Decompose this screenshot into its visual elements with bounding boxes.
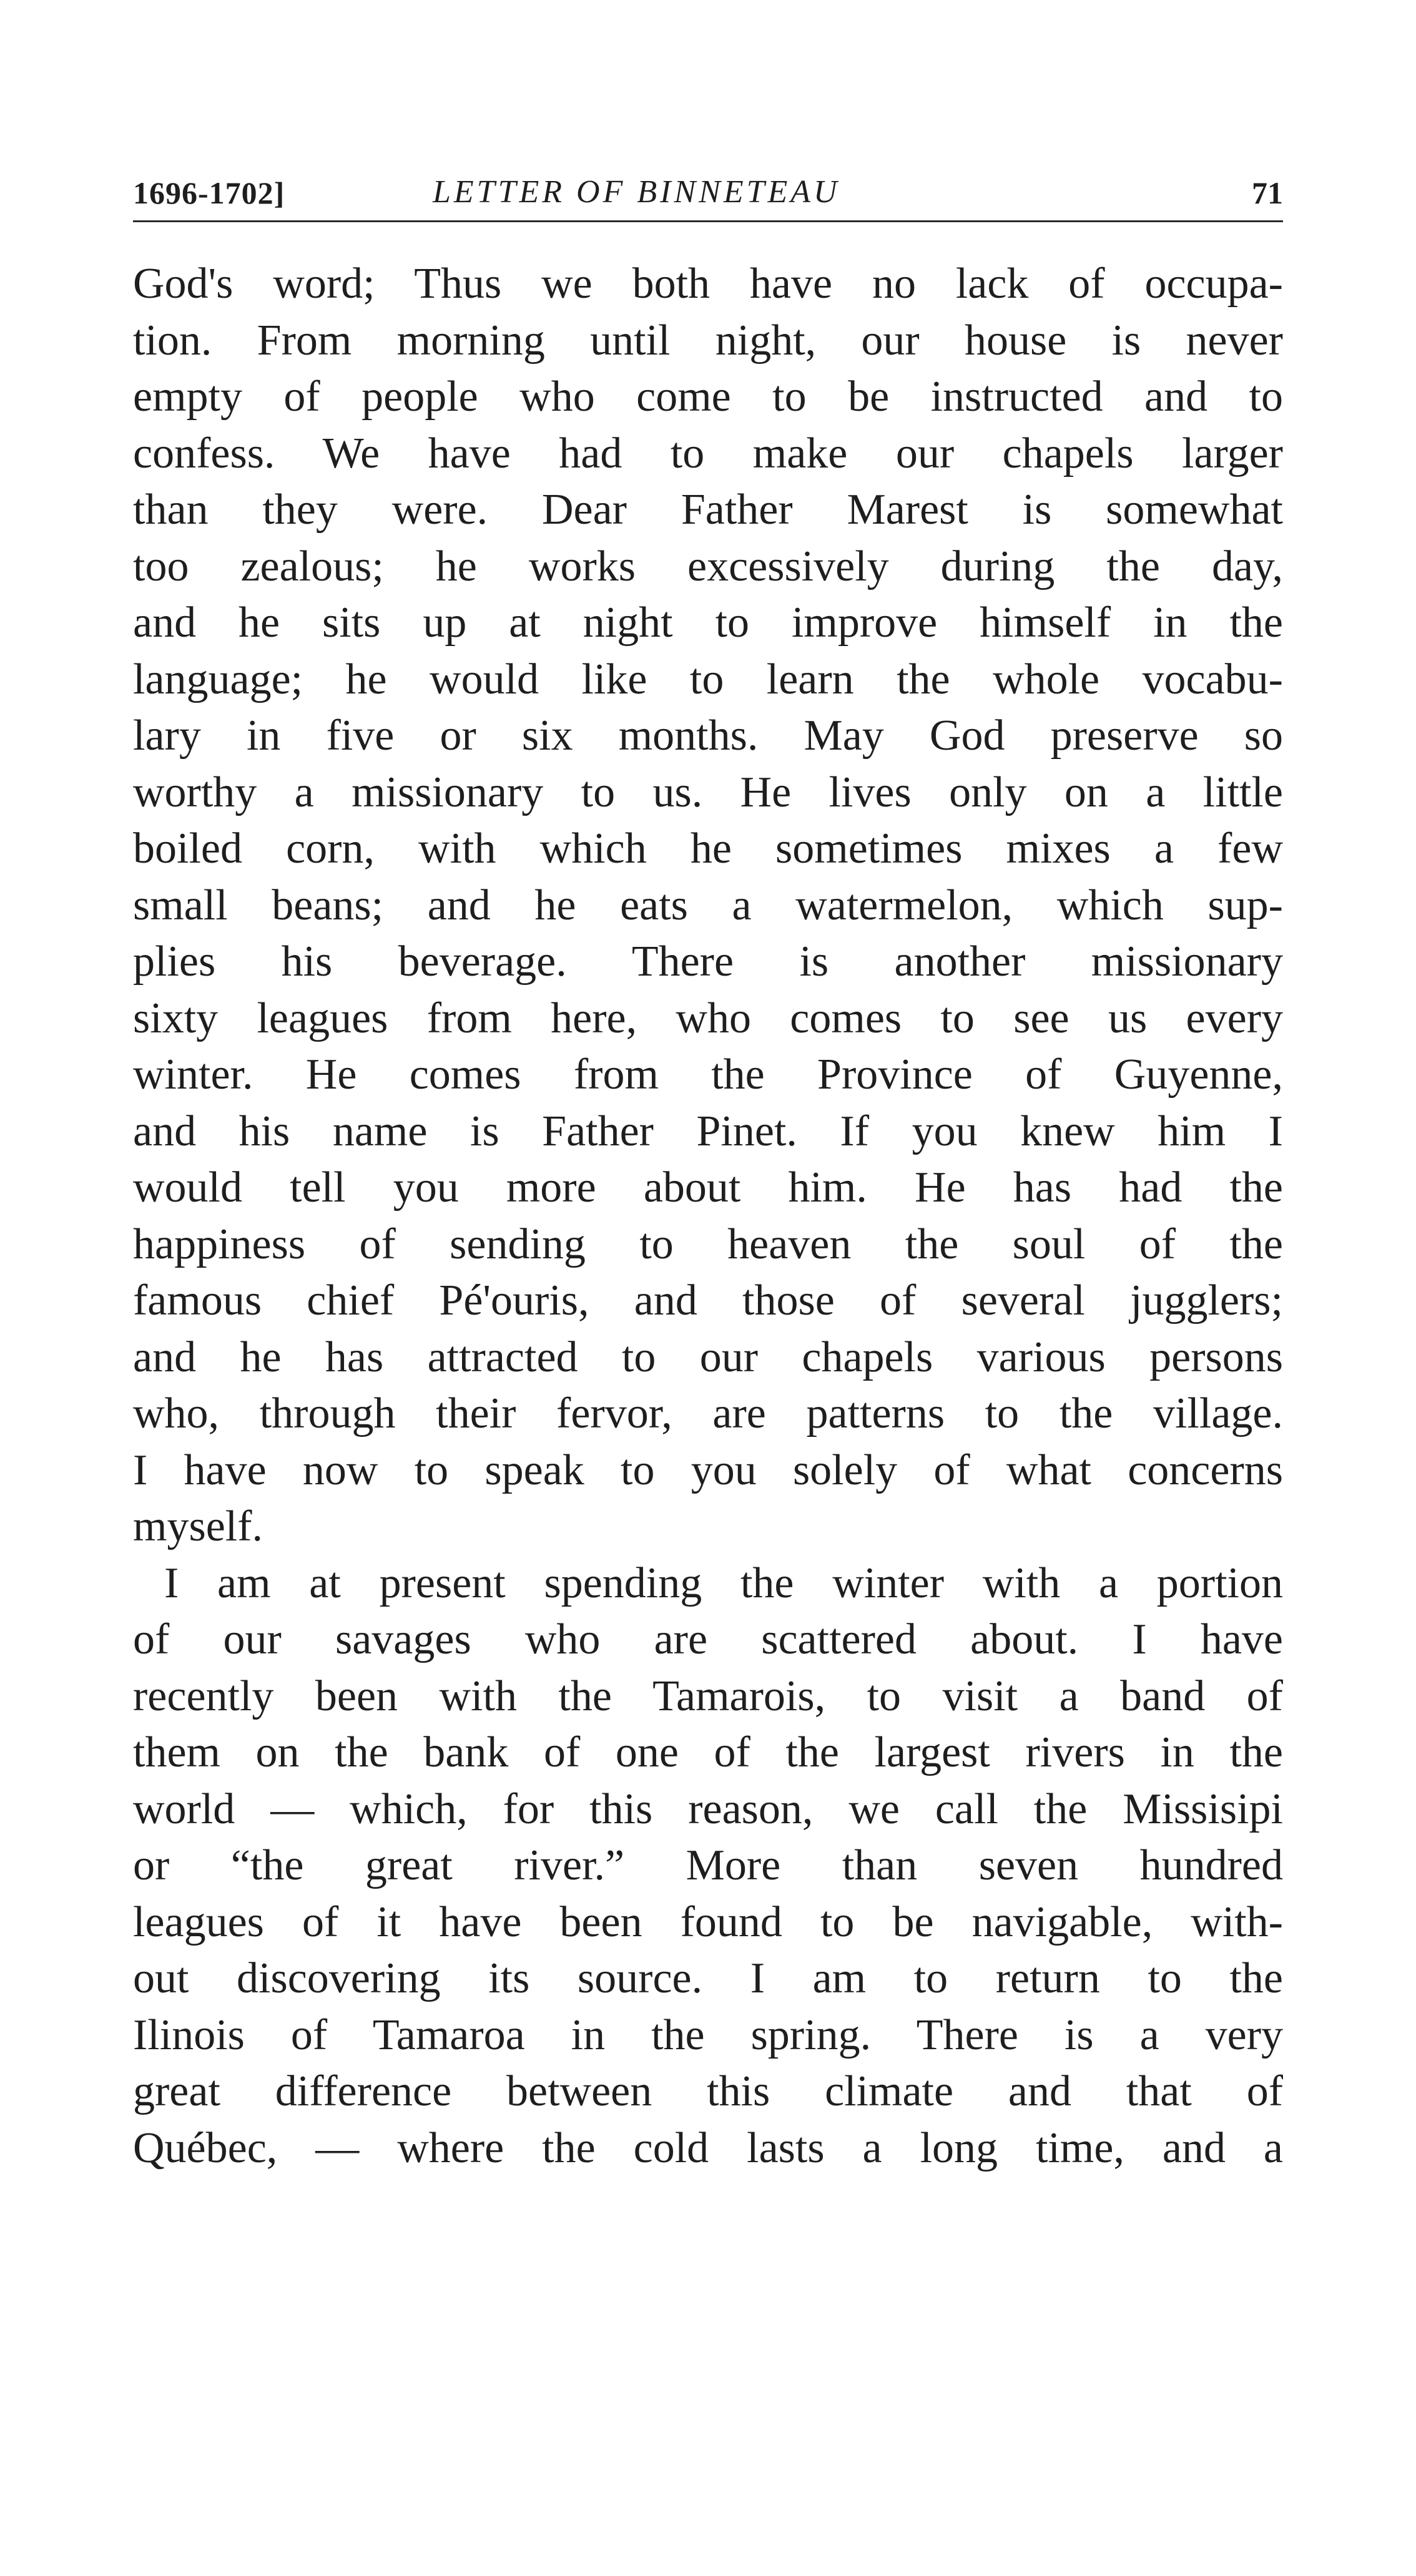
text-line: language; he would like to learn the whole vocabu- [133,655,1283,703]
text-line: confess. We have had to make our chapels larger [133,429,1283,477]
running-head [133,169,1283,222]
text-line: leagues of it have been found to be navigable, with- [133,1898,1283,1946]
text-line: great difference between this climate and that of [133,2067,1283,2115]
text-line: famous chief Pé'ouris, and those of several jugglers; [133,1276,1283,1325]
text-line: sixty leagues from here, who comes to see us every [133,994,1283,1042]
text-line: and his name is Father Pinet. If you knew him I [133,1107,1283,1155]
text-line: and he has attracted to our chapels various persons [133,1333,1283,1381]
text-line: lary in five or six months. May God preserve so [133,712,1283,760]
text-line: winter. He comes from the Province of Guyenne, [133,1050,1283,1099]
running-head-title: LETTER OF BINNETEAU [433,174,840,210]
text-line: and he sits up at night to improve himself in the [133,599,1283,647]
text-line: would tell you more about him. He has had the [133,1163,1283,1212]
text-line: plies his beverage. There is another missionary [133,938,1283,986]
paragraph-1 [133,256,1283,1555]
text-line: myself. [133,1502,263,1550]
text-line: God's word; Thus we both have no lack of occupa- [133,260,1283,308]
paragraph-2 [133,1555,1283,2177]
header-rule [133,220,1283,222]
text-line: too zealous; he works excessively during the day, [133,542,1283,590]
text-line: who, through their fervor, are patterns to the village. [133,1389,1283,1437]
text-line: Ilinois of Tamaroa in the spring. There is a very [133,2010,1283,2059]
text-line: of our savages who are scattered about. I have [133,1615,1283,1663]
page-number: 71 [1252,175,1283,210]
text-line: out discovering its source. I am to return to the [133,1954,1283,2002]
text-line: recently been with the Tamarois, to visit a band of [133,1672,1283,1720]
text-line: than they were. Dear Father Marest is somewhat [133,486,1283,534]
text-line: happiness of sending to heaven the soul of the [133,1220,1283,1268]
text-line: them on the bank of one of the largest rivers in the [133,1728,1283,1776]
text-line: tion. From morning until night, our house is never [133,316,1283,365]
running-head-dates: 1696-1702] [133,175,285,210]
text-line: small beans; and he eats a watermelon, which sup- [133,881,1283,929]
text-line: or “the great river.” More than seven hundred [133,1841,1283,1889]
text-line: world — which, for this reason, we call the Missisipi [133,1785,1283,1833]
text-line: empty of people who come to be instructed and to [133,373,1283,421]
text-line: I have now to speak to you solely of what concerns [133,1446,1283,1494]
text-line: boiled corn, with which he sometimes mixes a few [133,825,1283,873]
text-line: I am at present spending the winter with a portion [164,1559,1283,1607]
text-line: worthy a missionary to us. He lives only on a little [133,768,1283,816]
body-text [133,256,1283,2177]
text-line: Québec, — where the cold lasts a long time, and a [133,2123,1283,2172]
